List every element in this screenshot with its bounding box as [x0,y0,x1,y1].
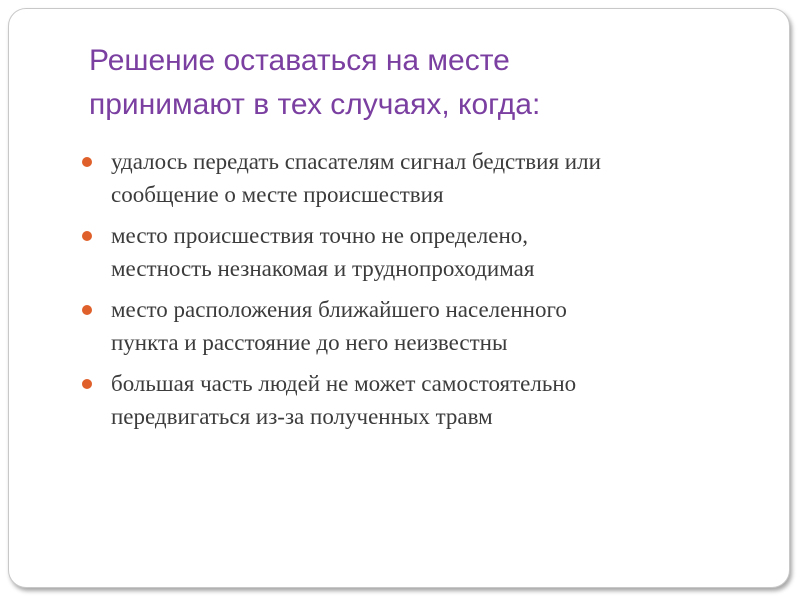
bullet-text-line: место происшествия точно не определено, [111,223,529,248]
bullet-text-line: большая часть людей не может самостоятельно [111,371,577,396]
bullet-text [111,219,761,285]
bullet-dot-icon [82,379,92,389]
bullet-text-line: удалось передать спасателям сигнал бедствия или [111,149,601,174]
bullet-text-line: пункта и расстояние до него неизвестны [111,330,508,355]
bullet-dot-icon [82,231,92,241]
slide-title-line: Решение оставаться на месте [89,44,510,77]
bullet-text-line: передвигаться из-за полученных травм [111,404,493,429]
slide-frame [8,8,790,588]
bullet-item [81,219,761,285]
bullet-text [111,367,761,433]
slide-title-line: принимают в тех случаях, когда: [89,88,541,121]
bullet-text-line: сообщение о месте происшествия [111,182,444,207]
bullet-text [111,145,761,211]
bullet-item [81,367,761,433]
bullet-list [81,145,761,441]
bullet-text-line: место расположения ближайшего населенного [111,297,567,322]
bullet-item [81,145,761,211]
bullet-dot-icon [82,305,92,315]
bullet-item [81,293,761,359]
bullet-text [111,293,761,359]
slide-title [89,39,729,127]
bullet-text-line: местность незнакомая и труднопроходимая [111,256,535,281]
bullet-dot-icon [82,157,92,167]
